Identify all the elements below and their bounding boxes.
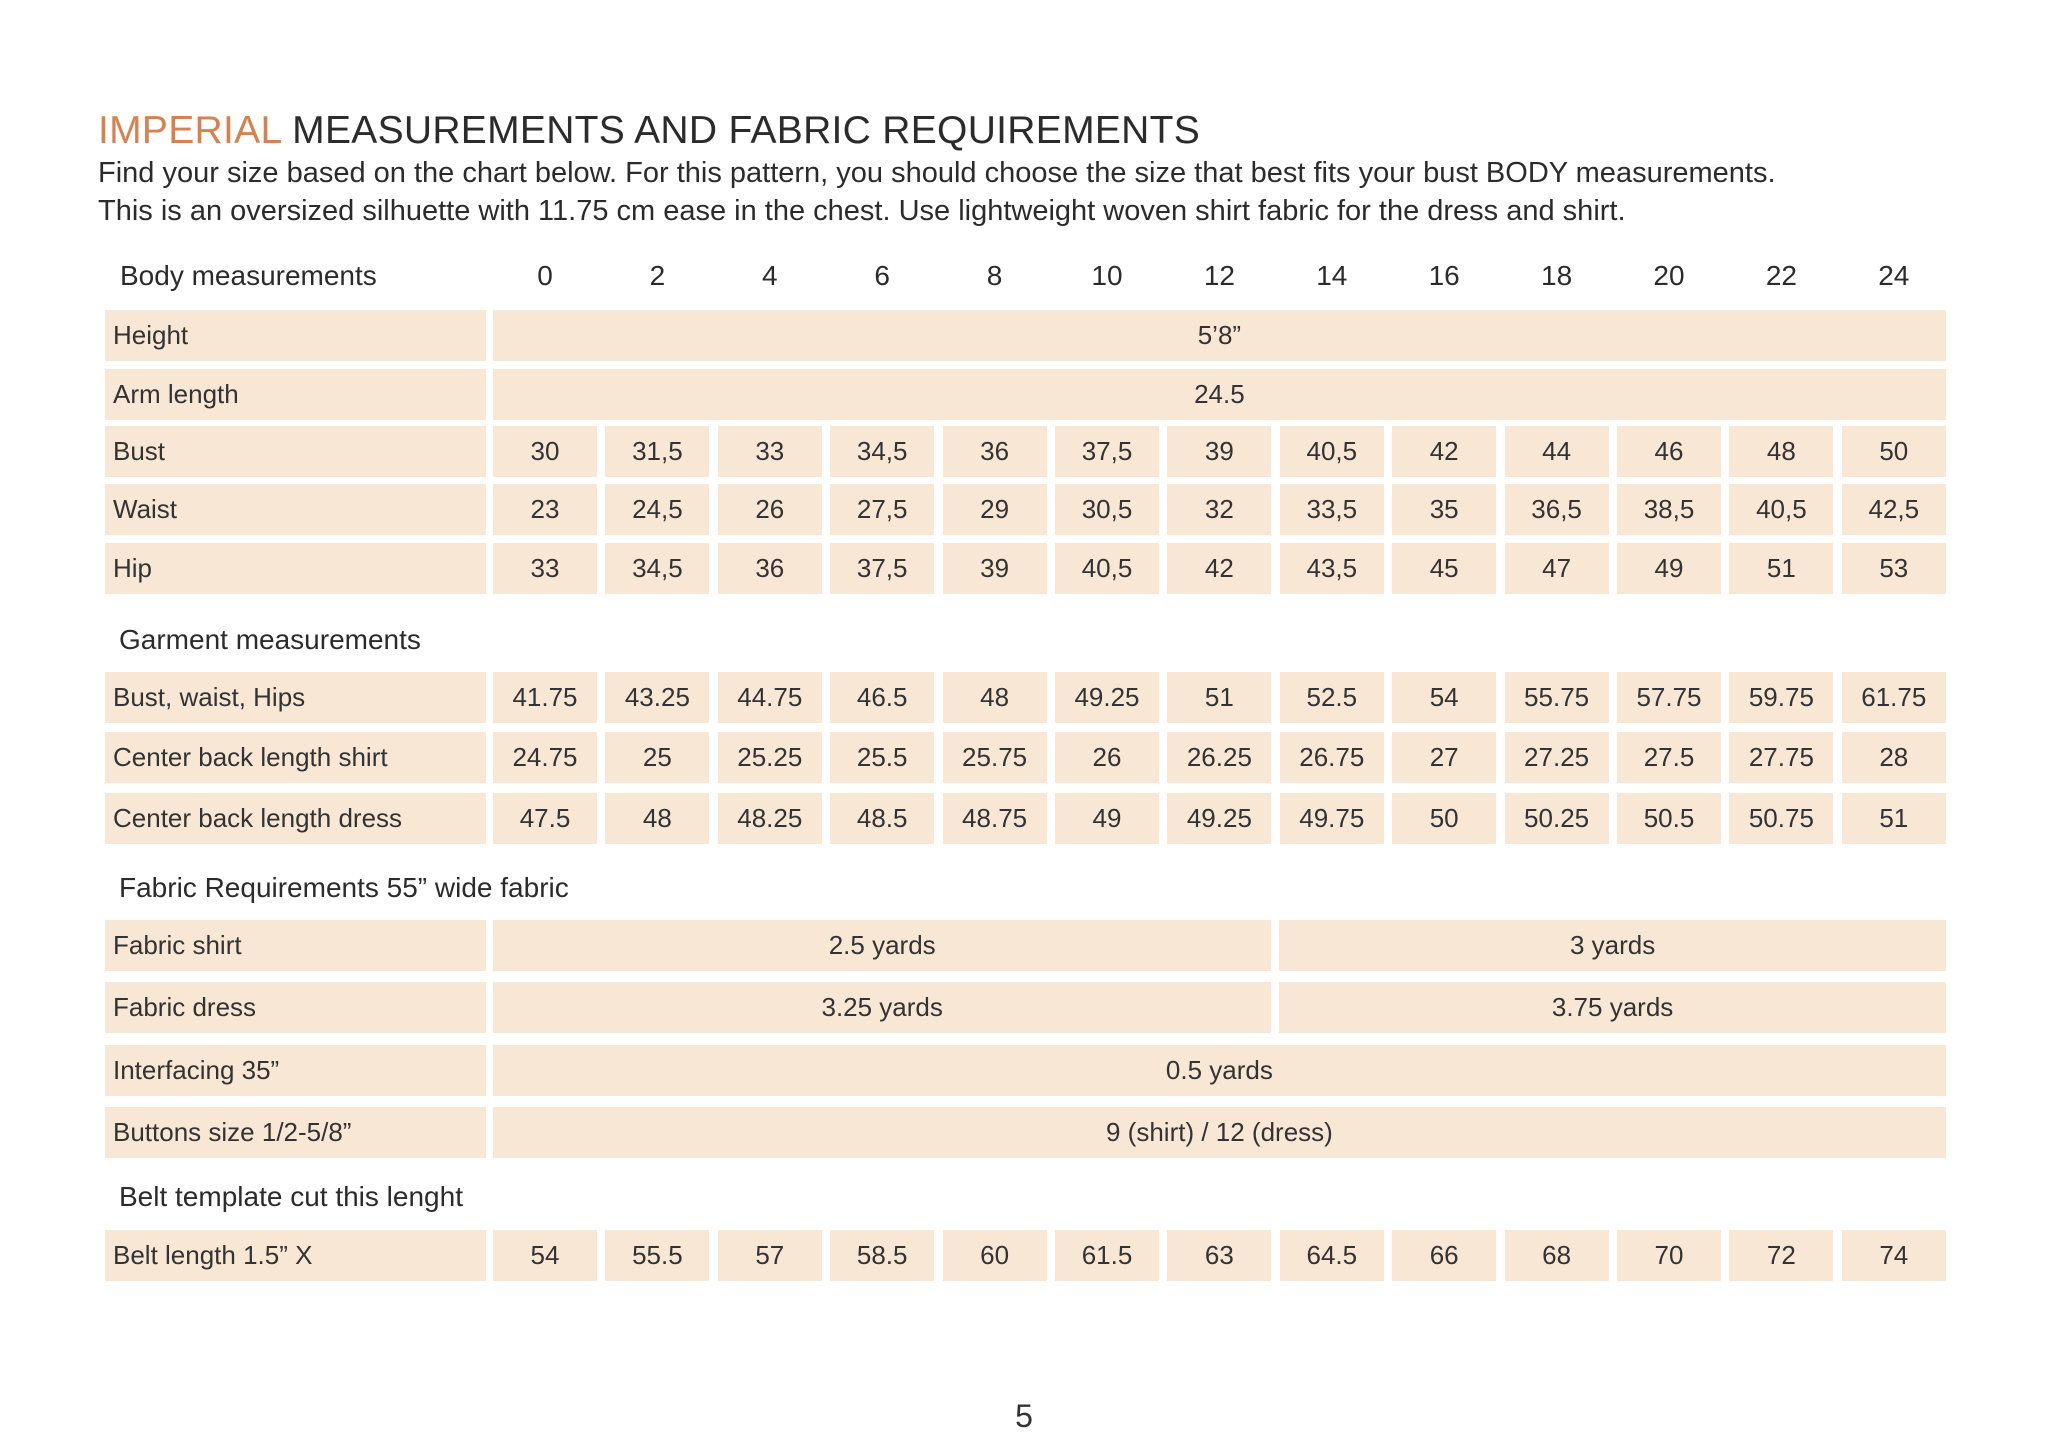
row-bust-waist-hips-cell: 48 <box>943 672 1047 723</box>
row-bust-cell: 39 <box>1167 426 1271 477</box>
row-waist-cell: 30,5 <box>1055 484 1159 535</box>
row-belt-length-cell: 57 <box>718 1230 822 1281</box>
row-height-label: Height <box>105 310 486 361</box>
row-belt-length-cell: 70 <box>1617 1230 1721 1281</box>
row-bust-waist-hips-label: Bust, waist, Hips <box>105 672 486 723</box>
row-hip-cell: 36 <box>718 543 822 594</box>
row-center-back-dress-cell: 49.75 <box>1280 793 1384 844</box>
row-belt-length-cell: 68 <box>1505 1230 1609 1281</box>
row-hip-cell: 40,5 <box>1055 543 1159 594</box>
row-center-back-dress-cell: 50.25 <box>1505 793 1609 844</box>
row-center-back-shirt-cell: 24.75 <box>493 732 597 783</box>
row-hip-cell: 51 <box>1729 543 1833 594</box>
row-center-back-shirt-cell: 27.5 <box>1617 732 1721 783</box>
row-hip-cell: 42 <box>1167 543 1271 594</box>
row-waist-cell: 32 <box>1167 484 1271 535</box>
row-buttons-label: Buttons size 1/2-5/8” <box>105 1107 486 1158</box>
row-belt-length-cell: 61.5 <box>1055 1230 1159 1281</box>
page-number: 5 <box>1015 1398 1033 1434</box>
row-center-back-shirt-cell: 26.25 <box>1167 732 1271 783</box>
row-center-back-dress-cell: 49.25 <box>1167 793 1271 844</box>
row-bust-cell: 44 <box>1505 426 1609 477</box>
row-hip-label: Hip <box>105 543 486 594</box>
row-belt-length-cell: 74 <box>1842 1230 1946 1281</box>
row-hip-cell: 43,5 <box>1280 543 1384 594</box>
size-header: 18 <box>1541 260 1573 291</box>
row-bust-cell: 48 <box>1729 426 1833 477</box>
row-belt-length-cell: 66 <box>1392 1230 1496 1281</box>
row-bust-waist-hips-cell: 54 <box>1392 672 1496 723</box>
size-header: 8 <box>986 260 1003 291</box>
row-waist-cell: 40,5 <box>1729 484 1833 535</box>
row-fabric-shirt-label: Fabric shirt <box>105 920 486 971</box>
row-center-back-dress-cell: 48.75 <box>943 793 1047 844</box>
row-arm-length-value: 24.5 <box>493 369 1946 420</box>
row-bust-waist-hips-cell: 51 <box>1167 672 1271 723</box>
row-arm-length-label: Arm length <box>105 369 486 420</box>
size-header: 4 <box>762 260 778 291</box>
row-hip-cell: 39 <box>943 543 1047 594</box>
row-waist-cell: 35 <box>1392 484 1496 535</box>
row-center-back-dress-cell: 47.5 <box>493 793 597 844</box>
row-belt-length-cell: 60 <box>943 1230 1047 1281</box>
row-belt-length-cell: 63 <box>1167 1230 1271 1281</box>
title-rest: MEASUREMENTS AND FABRIC REQUIREMENTS <box>281 109 1201 152</box>
row-waist-cell: 23 <box>493 484 597 535</box>
row-waist-cell: 26 <box>718 484 822 535</box>
section-heading-fabric: Fabric Requirements 55” wide fabric <box>119 872 569 903</box>
row-belt-length-cell: 55.5 <box>605 1230 709 1281</box>
row-center-back-dress-cell: 50.75 <box>1729 793 1833 844</box>
row-bust-waist-hips-cell: 55.75 <box>1505 672 1609 723</box>
row-center-back-dress-cell: 49 <box>1055 793 1159 844</box>
row-bust-label: Bust <box>105 426 486 477</box>
title-accent: IMPERIAL <box>98 109 282 152</box>
row-hip-cell: 37,5 <box>830 543 934 594</box>
row-waist-cell: 38,5 <box>1617 484 1721 535</box>
size-header: 22 <box>1765 260 1797 291</box>
row-hip-cell: 47 <box>1505 543 1609 594</box>
size-header: 2 <box>649 260 666 291</box>
row-waist-label: Waist <box>105 484 486 535</box>
row-center-back-dress-label: Center back length dress <box>105 793 486 844</box>
row-bust-cell: 42 <box>1392 426 1496 477</box>
row-waist-cell: 29 <box>943 484 1047 535</box>
row-waist-cell: 33,5 <box>1280 484 1384 535</box>
row-belt-length-cell: 72 <box>1729 1230 1833 1281</box>
row-waist-cell: 27,5 <box>830 484 934 535</box>
row-center-back-dress-cell: 48.5 <box>830 793 934 844</box>
row-hip-cell: 33 <box>493 543 597 594</box>
row-bust-cell: 50 <box>1842 426 1946 477</box>
row-hip-cell: 49 <box>1617 543 1721 594</box>
row-bust-waist-hips-cell: 49.25 <box>1055 672 1159 723</box>
row-bust-cell: 34,5 <box>830 426 934 477</box>
row-bust-waist-hips-cell: 41.75 <box>493 672 597 723</box>
section-heading-belt: Belt template cut this lenght <box>119 1181 463 1212</box>
row-center-back-dress-cell: 50.5 <box>1617 793 1721 844</box>
size-header: 6 <box>874 260 890 291</box>
row-height-value: 5’8” <box>493 310 1946 361</box>
row-center-back-shirt-cell: 25.25 <box>718 732 822 783</box>
row-bust-waist-hips-cell: 59.75 <box>1729 672 1833 723</box>
row-center-back-shirt-cell: 25.75 <box>943 732 1047 783</box>
row-bust-waist-hips-cell: 44.75 <box>718 672 822 723</box>
row-hip-cell: 34,5 <box>605 543 709 594</box>
row-bust-cell: 46 <box>1617 426 1721 477</box>
row-bust-cell: 40,5 <box>1280 426 1384 477</box>
row-bust-cell: 30 <box>493 426 597 477</box>
row-waist-cell: 42,5 <box>1842 484 1946 535</box>
size-header: 10 <box>1091 260 1123 291</box>
row-bust-cell: 36 <box>943 426 1047 477</box>
intro-line-2: This is an oversized silhuette with 11.75 cm ease in the chest. Use lightweight woven shirt fabric for the dress and shirt. <box>98 195 1626 227</box>
row-center-back-dress-cell: 48 <box>605 793 709 844</box>
section-heading-garment: Garment measurements <box>119 624 421 655</box>
row-hip-cell: 45 <box>1392 543 1496 594</box>
row-center-back-shirt-cell: 26 <box>1055 732 1159 783</box>
row-center-back-shirt-cell: 28 <box>1842 732 1946 783</box>
row-interfacing-value: 0.5 yards <box>493 1045 1946 1096</box>
row-fabric-dress-small-sizes: 3.25 yards <box>493 982 1271 1033</box>
row-bust-cell: 31,5 <box>605 426 709 477</box>
row-waist-cell: 24,5 <box>605 484 709 535</box>
row-center-back-shirt-cell: 27.25 <box>1505 732 1609 783</box>
row-hip-cell: 53 <box>1842 543 1946 594</box>
row-buttons-value: 9 (shirt) / 12 (dress) <box>493 1107 1946 1158</box>
row-center-back-shirt-cell: 25 <box>605 732 709 783</box>
row-center-back-shirt-label: Center back length shirt <box>105 732 486 783</box>
row-bust-cell: 37,5 <box>1055 426 1159 477</box>
size-header: 0 <box>537 260 553 291</box>
row-interfacing-label: Interfacing 35” <box>105 1045 486 1096</box>
size-header: 20 <box>1653 260 1685 291</box>
row-bust-waist-hips-cell: 57.75 <box>1617 672 1721 723</box>
row-belt-length-cell: 58.5 <box>830 1230 934 1281</box>
row-fabric-shirt-small-sizes: 2.5 yards <box>493 920 1271 971</box>
size-header: 14 <box>1316 260 1348 291</box>
section-heading-body: Body measurements <box>120 260 377 291</box>
row-center-back-shirt-cell: 27.75 <box>1729 732 1833 783</box>
row-belt-length-cell: 64.5 <box>1280 1230 1384 1281</box>
row-center-back-shirt-cell: 27 <box>1392 732 1496 783</box>
size-header: 24 <box>1878 260 1910 291</box>
row-bust-waist-hips-cell: 46.5 <box>830 672 934 723</box>
row-center-back-dress-cell: 48.25 <box>718 793 822 844</box>
intro-line-1: Find your size based on the chart below. For this pattern, you should choose the size that best fits your bust BODY measurements. <box>98 157 1776 189</box>
size-header: 12 <box>1203 260 1235 291</box>
row-waist-cell: 36,5 <box>1505 484 1609 535</box>
row-bust-waist-hips-cell: 43.25 <box>605 672 709 723</box>
row-belt-length-cell: 54 <box>493 1230 597 1281</box>
row-center-back-shirt-cell: 26.75 <box>1280 732 1384 783</box>
size-header: 16 <box>1428 260 1460 291</box>
row-belt-length-label: Belt length 1.5” X <box>105 1230 486 1281</box>
row-center-back-dress-cell: 50 <box>1392 793 1496 844</box>
row-bust-waist-hips-cell: 52.5 <box>1280 672 1384 723</box>
row-fabric-dress-large-sizes: 3.75 yards <box>1279 982 1945 1033</box>
row-bust-waist-hips-cell: 61.75 <box>1842 672 1946 723</box>
row-center-back-shirt-cell: 25.5 <box>830 732 934 783</box>
row-fabric-dress-label: Fabric dress <box>105 982 486 1033</box>
row-center-back-dress-cell: 51 <box>1842 793 1946 844</box>
row-fabric-shirt-large-sizes: 3 yards <box>1279 920 1945 971</box>
row-bust-cell: 33 <box>718 426 822 477</box>
